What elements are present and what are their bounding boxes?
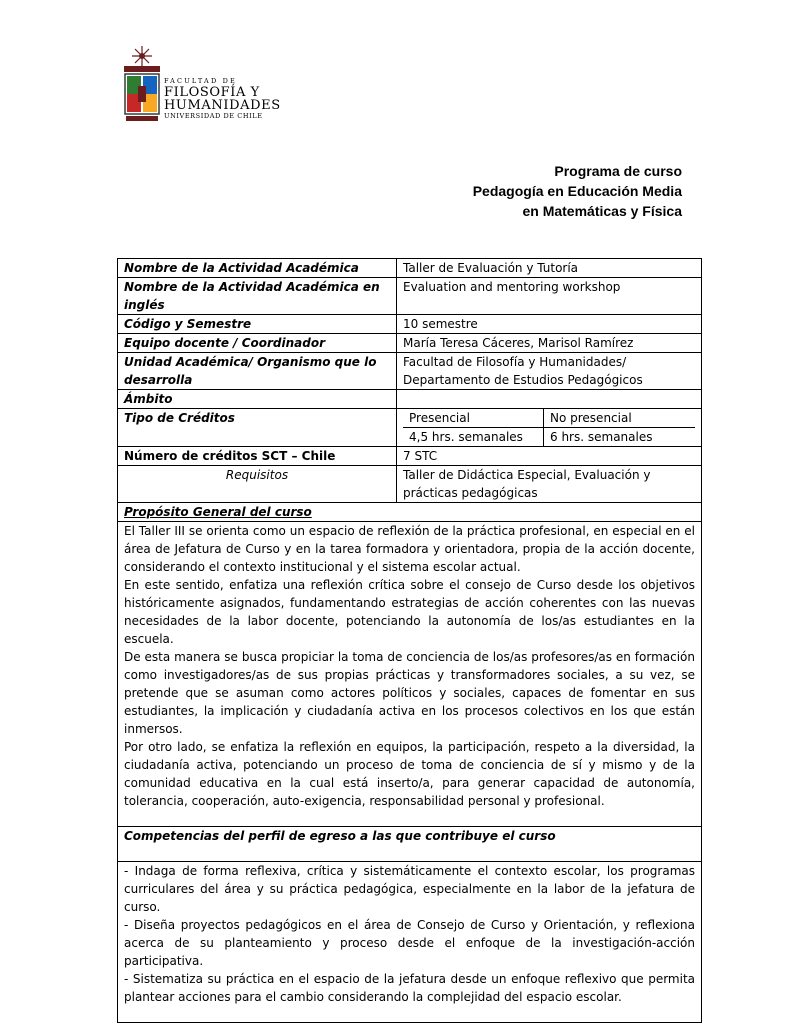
university-crest-icon [122, 44, 162, 126]
header-line-3: en Matemáticas y Física [522, 203, 682, 219]
competencias-body [118, 862, 702, 1023]
row-value: Evaluation and mentoring workshop [397, 278, 702, 315]
table-row [118, 353, 702, 390]
competencia-item: - Diseña proyectos pedagógicos en el área de Consejo de Curso y Orientación, y reflexiona acerca de su planteamiento y proceso desde el enfoque de la investigación-acción participativa. [124, 918, 695, 968]
table-row [118, 259, 702, 278]
row-value: María Teresa Cáceres, Marisol Ramírez [397, 334, 702, 353]
logo-line-3: HUMANIDADES [164, 97, 281, 113]
row-label: Código y Semestre [118, 315, 397, 334]
no-presencial-header: No presencial [544, 409, 695, 428]
row-label: Nombre de la Actividad Académica [118, 259, 397, 278]
proposito-body [118, 522, 702, 827]
competencia-item: - Indaga de forma reflexiva, crítica y sistemáticamente el contexto escolar, los programas curriculares del área y su práctica pedagógica, especialmente en la labor de la jefatura de curso. [124, 864, 695, 914]
row-value: Taller de Evaluación y Tutoría [397, 259, 702, 278]
row-label: Equipo docente / Coordinador [118, 334, 397, 353]
row-value: 10 semestre [397, 315, 702, 334]
table-row [118, 315, 702, 334]
header-line-2: Pedagogía en Educación Media [472, 183, 682, 199]
presencial-hours: 4,5 hrs. semanales [403, 428, 544, 446]
requisitos-row [118, 466, 702, 503]
proposito-body-row [118, 522, 702, 827]
proposito-paragraph: Por otro lado, se enfatiza la reflexión en equipos, la participación, respeto a la diversidad, la ciudadanía activa, potenciando un proceso de toma de conciencia de sí y mismo y de la comunidad educativa en la cual está inserto/a, para generar capacidad de autonomía, tolerancia, cooperación, auto-exigencia, responsabilidad personal y profesional. [124, 740, 695, 808]
table-row [118, 390, 702, 409]
course-info-table [117, 258, 702, 1023]
requisitos-label: Requisitos [118, 466, 397, 503]
competencias-title: Competencias del perfil de egreso a las que contribuye el curso [118, 827, 702, 862]
row-value [397, 390, 702, 409]
creditos-label: Tipo de Créditos [118, 409, 397, 447]
proposito-paragraph: El Taller III se orienta como un espacio de reflexión de la práctica profesional, en especial en el área de Jefatura de Curso y en la tarea formadora y orientadora, propia de la acción docente, considerando el contexto institucional y el sistema escolar actual. [124, 524, 695, 574]
logo-line-4: UNIVERSIDAD DE CHILE [164, 111, 263, 120]
faculty-logo [122, 44, 281, 126]
row-value: Facultad de Filosofía y Humanidades/ Departamento de Estudios Pedagógicos [397, 353, 702, 390]
no-presencial-hours: 6 hrs. semanales [550, 430, 653, 444]
document-header [473, 161, 682, 221]
table-row [118, 278, 702, 315]
row-label: Unidad Académica/ Organismo que lo desarrolla [118, 353, 397, 390]
sct-value: 7 STC [397, 447, 702, 466]
table-row [118, 334, 702, 353]
sct-row [118, 447, 702, 466]
proposito-title: Propósito General del curso [118, 503, 702, 522]
creditos-values [397, 409, 702, 447]
sct-label: Número de créditos SCT – Chile [118, 447, 397, 466]
competencias-title-row [118, 827, 702, 862]
proposito-paragraph: En este sentido, enfatiza una reflexión crítica sobre el consejo de Curso desde los objetivos históricamente asignados, fundamentando estrategias de acción coherentes con las nuevas necesidades de la labor docente, potenciando la autonomía de los/as estudiantes en la escuela. [124, 578, 695, 646]
creditos-row [118, 409, 702, 447]
header-line-1: Programa de curso [554, 163, 682, 179]
proposito-title-row [118, 503, 702, 522]
row-label: Ámbito [118, 390, 397, 409]
requisitos-value: Taller de Didáctica Especial, Evaluación y prácticas pedagógicas [397, 466, 702, 503]
presencial-header: Presencial [403, 409, 544, 428]
row-label: Nombre de la Actividad Académica en inglés [118, 278, 397, 315]
competencia-item: - Sistematiza su práctica en el espacio de la jefatura desde un enfoque reflexivo que permita plantear acciones para el cambio considerando la complejidad del espacio escolar. [124, 972, 695, 1004]
proposito-paragraph: De esta manera se busca propiciar la toma de conciencia de los/as profesores/as en formación como investigadores/as de sus propias prácticas y transformadores sociales, a su vez, se pretende que se asuman como actores políticos y sociales, capaces de fomentar en sus estudiantes, la implicación y ciudadanía activa en los procesos colectivos en los que están inmersos. [124, 650, 695, 736]
logo-line-2: FILOSOFÍA Y [164, 84, 260, 100]
logo-line-1: FACULTAD DE [164, 77, 237, 85]
competencias-body-row [118, 862, 702, 1023]
